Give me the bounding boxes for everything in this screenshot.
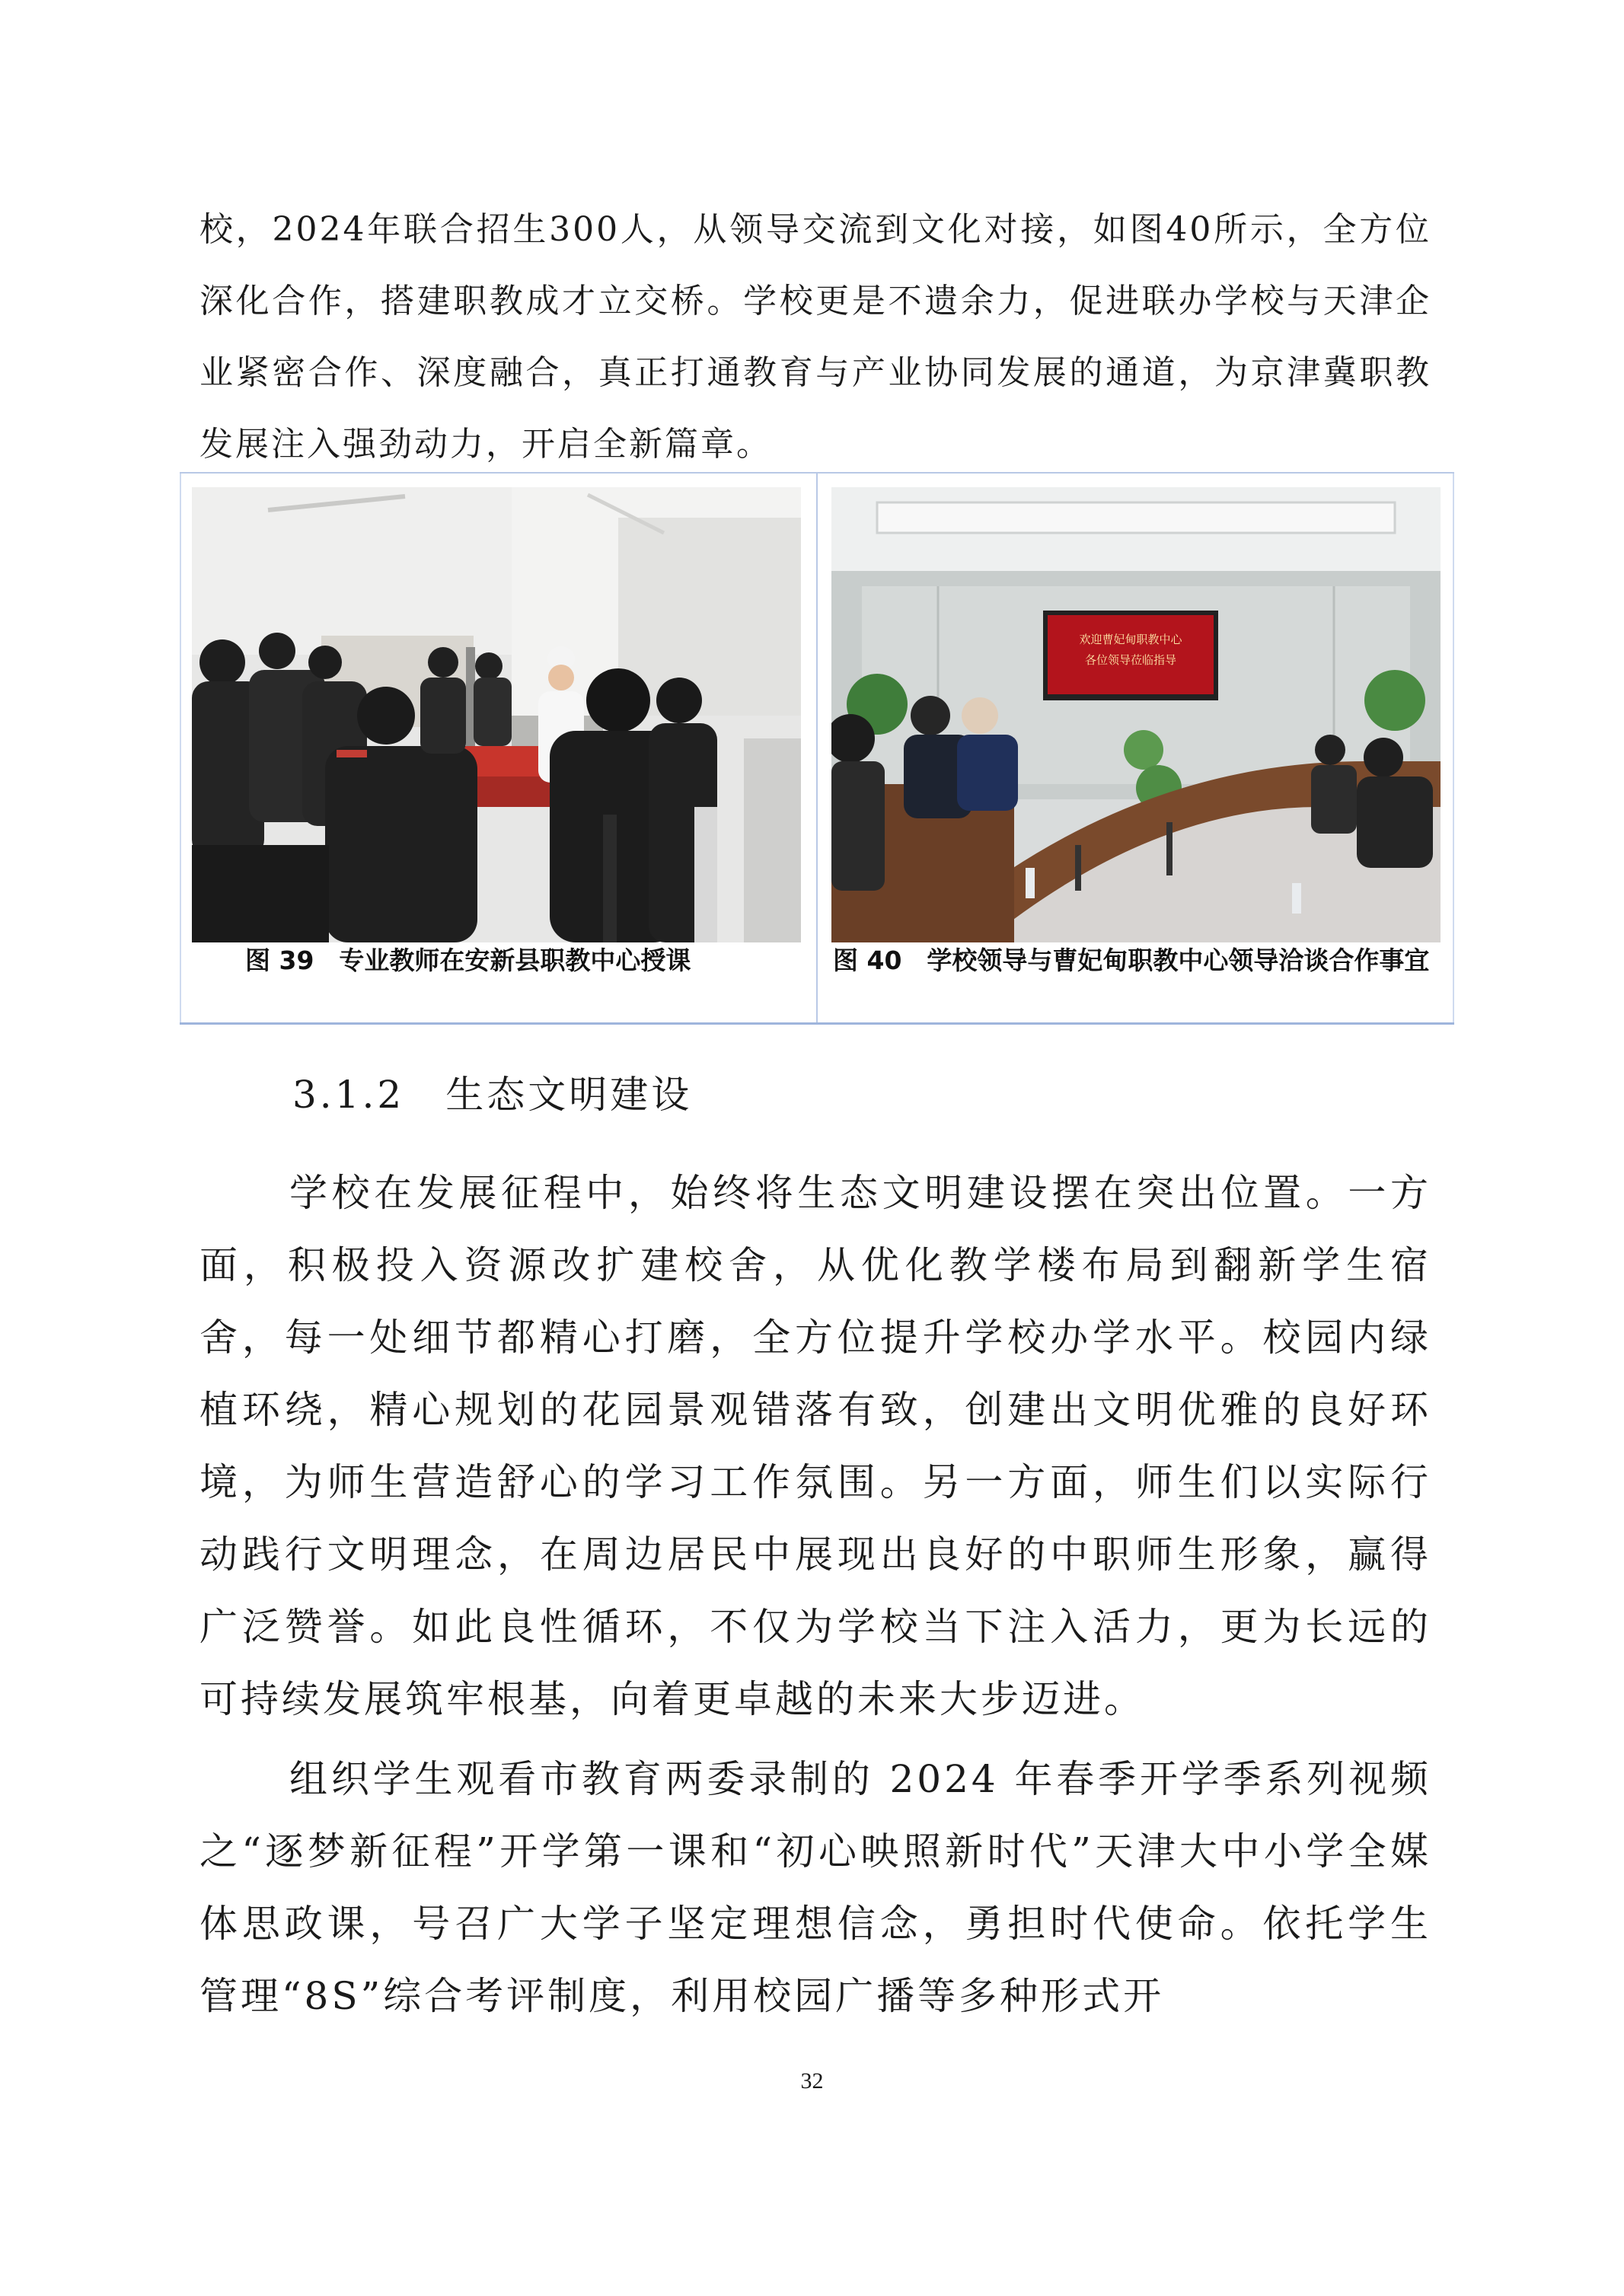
intro-paragraph: 校，2024年联合招生300人，从领导交流到文化对接，如图40所示，全方位深化合作，搭建职教成才立交桥。学校更是不遗余力，促进联办学校与天津企业紧密合作、深度融合，真正打通教育与产业协同发展的通道，为京津冀职教发展注入强劲动力，开启全新篇章。 [199,210,1431,464]
page-number: 32 [800,2068,824,2094]
table-divider [816,474,818,1022]
table-border [180,474,181,1022]
figure-table [180,472,1454,1025]
section-heading: 3.1.2 生态文明建设 [292,1073,693,1117]
banner-line-2: 各位领导莅临指导 [1084,653,1177,667]
photo-meeting-room [831,487,1441,942]
figure-40-caption: 图 40 学校领导与曹妃甸职教中心领导洽谈合作事宜 [833,946,1430,975]
banner-line-1: 欢迎曹妃甸职教中心 [1079,633,1182,646]
photo-classroom-lesson [192,487,801,942]
classroom-illustration [192,487,801,942]
figure-39-caption: 图 39 专业教师在安新县职教中心授课 [245,946,691,975]
table-border [1453,474,1454,1022]
body-paragraph: 组织学生观看市教育两委录制的 2024 年春季开学季系列视频之“逐梦新征程”开学第一课和“初心映照新时代”天津大中小学全媒体思政课，号召广大学子坚定理想信念，勇担时代使命。依托学生管理“8S”综合考评制度，利用校园广播等多种形式开 [199,1757,1431,2018]
meeting-illustration [831,487,1441,942]
body-paragraph: 学校在发展征程中，始终将生态文明建设摆在突出位置。一方面，积极投入资源改扩建校舍，从优化教学楼布局到翻新学生宿舍，每一处细节都精心打磨，全方位提升学校办学水平。校园内绿植环绕，精心规划的花园景观错落有致，创建出文明优雅的良好环境，为师生营造舒心的学习工作氛围。另一方面，师生们以实际行动践行文明理念，在周边居民中展现出良好的中职师生形象，赢得广泛赞誉。如此良性循环，不仅为学校当下注入活力，更为长远的可持续发展筑牢根基，向着更卓越的未来大步迈进。 [199,1171,1431,1721]
